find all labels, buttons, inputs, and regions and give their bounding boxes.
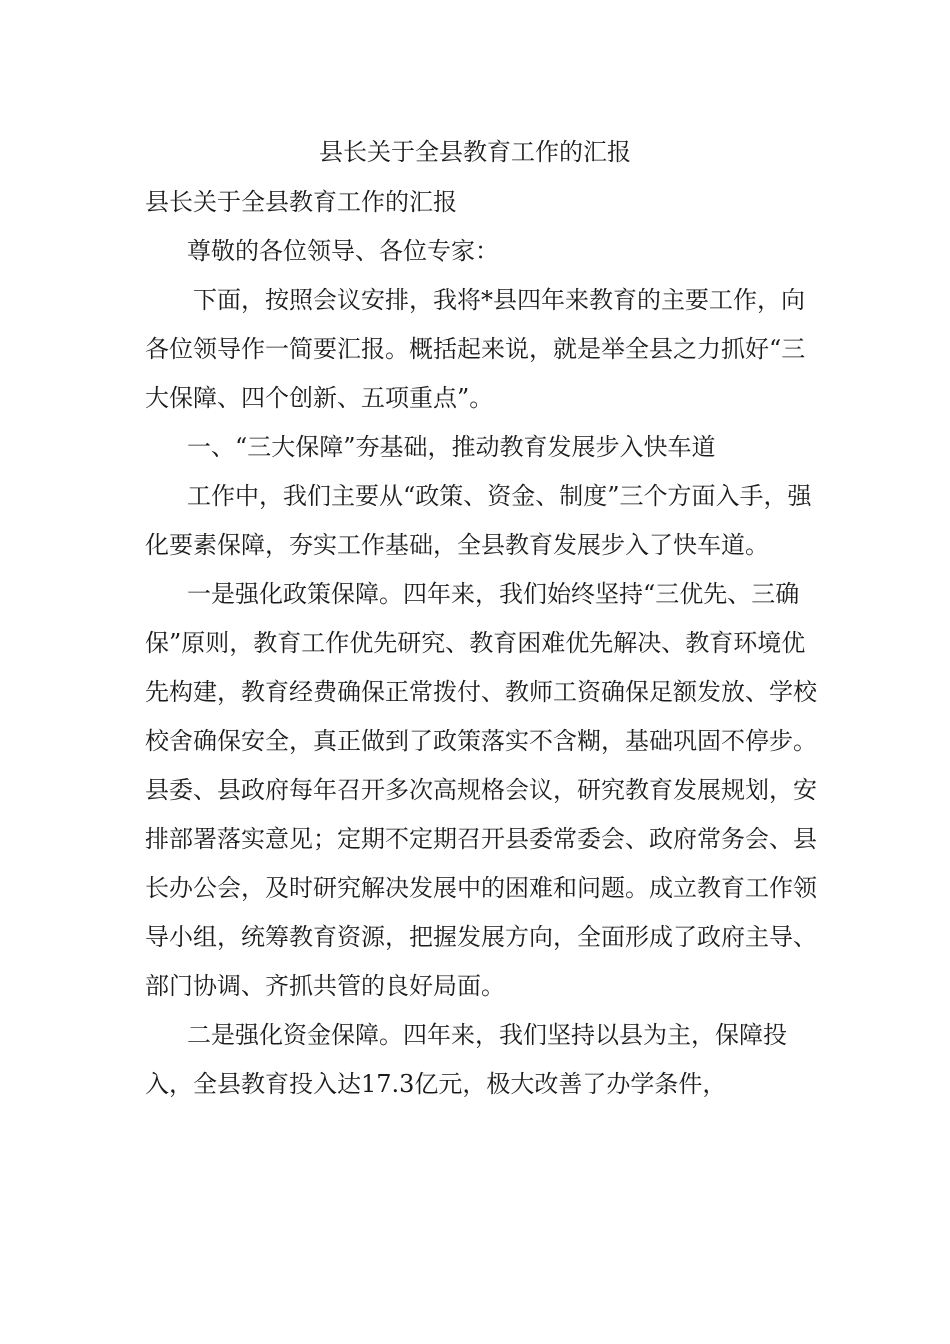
paragraph-policy-guarantee: 一是强化政策保障。四年来，我们始终坚持“三优先、三确保”原则，教育工作优先研究、教育困难优先解决、教育环境优先构建，教育经费确保正常拨付、教师工资确保足额发放、学校校舍确保安全，真正做到了政策落实不含糊，基础巩固不停步。县委、县政府每年召开多次高规格会议，研究教育发展规划，安排部署落实意见；定期不定期召开县委常委会、政府常务会、县长办公会，及时研究解决发展中的困难和问题。成立教育工作领导小组，统筹教育资源，把握发展方向，全面形成了政府主导、部门协调、齐抓共管的良好局面。 [145, 580, 817, 1000]
paragraph-section-1-intro: 工作中，我们主要从“政策、资金、制度”三个方面入手，强化要素保障，夯实工作基础，全县教育发展步入了快车道。 [145, 482, 812, 559]
document-body [145, 178, 825, 1109]
greeting-line: 尊敬的各位领导、各位专家： [187, 237, 499, 265]
section-heading-1: 一、“三大保障”夯基础，推动教育发展步入快车道 [187, 433, 716, 461]
paragraph-intro: 下面，按照会议安排，我将*县四年来教育的主要工作，向各位领导作一简要汇报。概括起来说，就是举全县之力抓好“三大保障、四个创新、五项重点”。 [145, 286, 806, 412]
paragraph-funding-guarantee: 二是强化资金保障。四年来，我们坚持以县为主，保障投入，全县教育投入达17.3亿元，极大改善了办学条件， [145, 1021, 787, 1098]
document-title: 县长关于全县教育工作的汇报 [319, 138, 631, 166]
document-subtitle: 县长关于全县教育工作的汇报 [145, 188, 457, 216]
